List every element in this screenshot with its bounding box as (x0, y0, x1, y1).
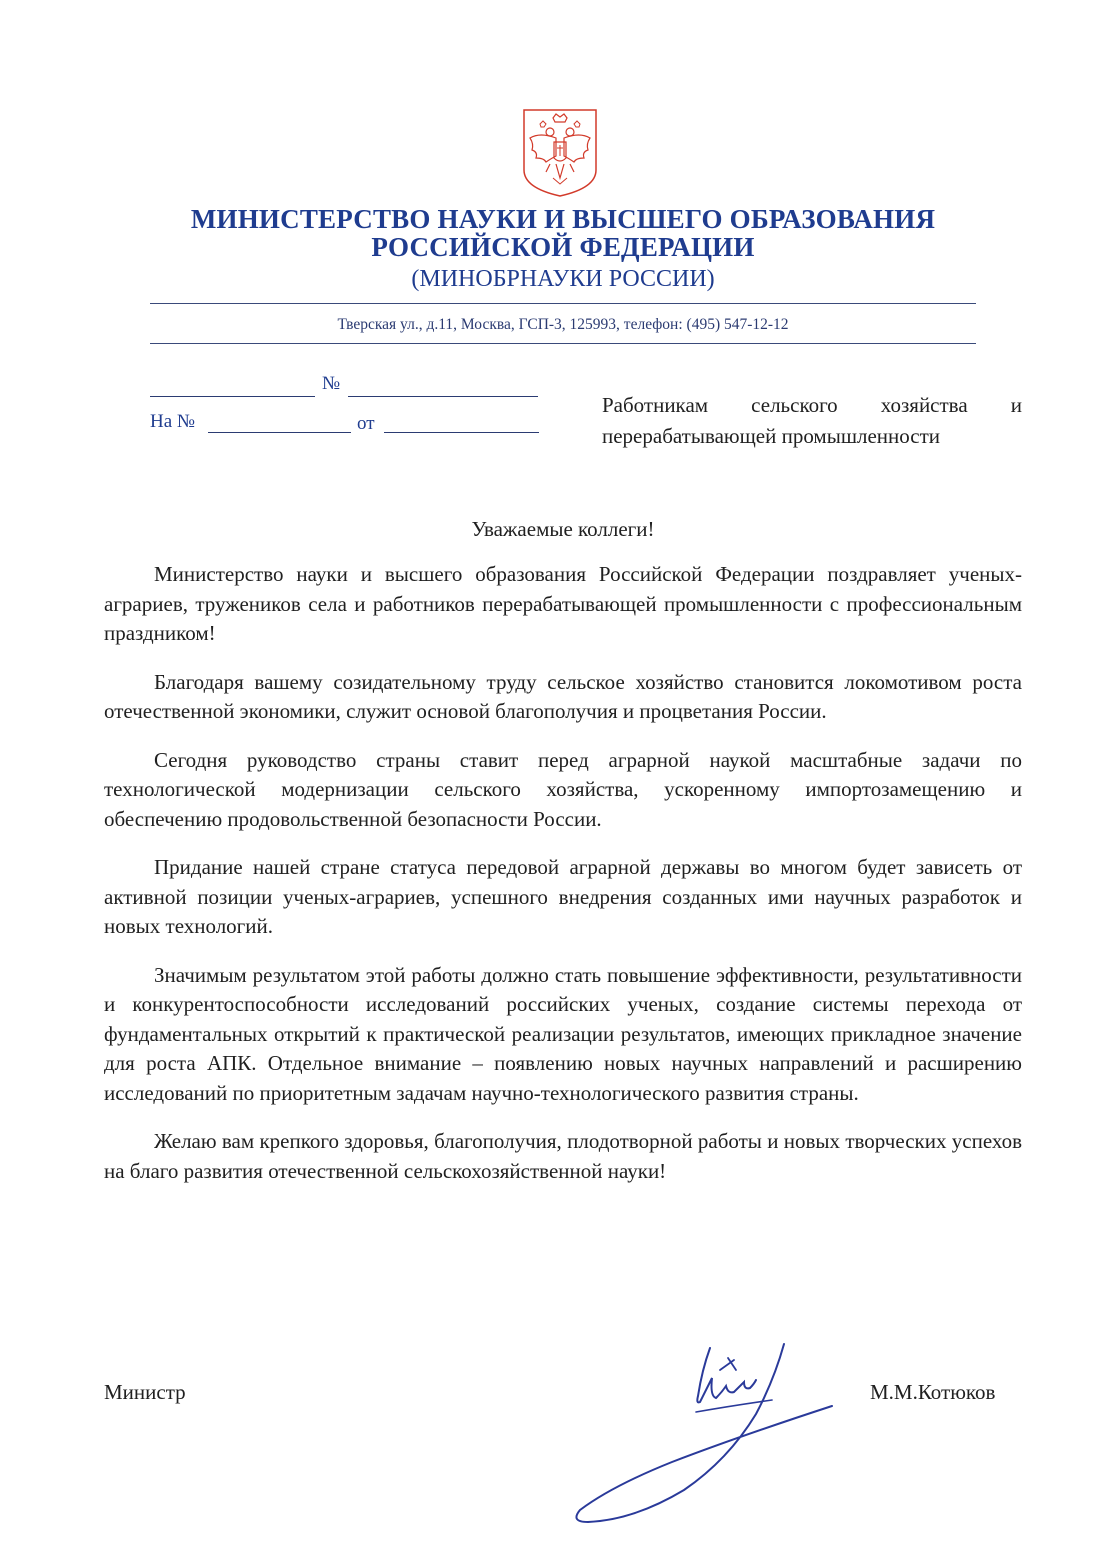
body-paragraph: Благодаря вашему созидательному труду сельское хозяйство становится локомотивом роста отечественной экономики, служит основой благополучия и процветания России. (104, 669, 1022, 723)
outgoing-number-line (348, 396, 538, 397)
reference-number-label: На № (150, 411, 196, 432)
letter-body (104, 560, 1022, 1205)
reference-number-line (208, 432, 351, 433)
reference-date-label: от (357, 413, 375, 434)
salutation: Уважаемые коллеги! (471, 517, 655, 541)
number-sign: № (322, 373, 341, 394)
header-divider-bottom (150, 343, 976, 344)
body-paragraph: Сегодня руководство страны ставит перед аграрной наукой масштабные задачи по технологической модернизации сельского хозяйства, ускоренному импортозамещению и обеспечению продовольственной безопасности России. (104, 747, 1022, 831)
body-paragraph: Придание нашей стране статуса передовой аграрной державы во многом будет зависеть от активной позиции ученых-аграриев, успешного внедрения созданных ими научных разработок и новых технологий. (104, 855, 1022, 938)
signatory-role: Министр (104, 1380, 186, 1404)
ministry-title-country: РОССИЙСКОЙ ФЕДЕРАЦИИ (371, 232, 755, 262)
body-paragraph: Желаю вам крепкого здоровья, благополучия, плодотворной работы и новых творческих успехов на благо развития отечественной сельскохозяйственной науки! (104, 1129, 1022, 1183)
handwritten-signature (560, 1340, 850, 1530)
recipient-line: перерабатывающей промышленности (602, 424, 941, 448)
recipient-block (602, 390, 1022, 452)
outgoing-date-line (150, 396, 315, 397)
ministry-short-name: (МИНОБРНАУКИ РОССИИ) (411, 266, 715, 292)
signatory-name: М.М.Котюков (870, 1380, 996, 1404)
reference-date-line (384, 432, 539, 433)
body-paragraph: Министерство науки и высшего образования Российской Федерации поздравляет ученых-аграриев, тружеников села и работников перерабатывающей промышленности с профессиональным праздником! (104, 562, 1022, 645)
ministry-title: МИНИСТЕРСТВО НАУКИ И ВЫСШЕГО ОБРАЗОВАНИЯ (190, 204, 936, 234)
ministry-address: Тверская ул., д.11, Москва, ГСП-3, 125993, телефон: (495) 547-12-12 (337, 316, 789, 333)
recipient-line: Работникам сельского хозяйства и (602, 393, 1022, 417)
russian-coat-of-arms-icon (520, 108, 600, 198)
body-paragraph: Значимым результатом этой работы должно стать повышение эффективности, результативности и конкурентоспособности исследований российских ученых, создание системы перехода от фундаментальных открытий к практической реализации результатов, имеющих прикладное значение для роста АПК. Отдельное внимание – появлению новых научных направлений и расширению исследований по приоритетным задачам научно-технологического развития страны. (104, 962, 1022, 1105)
header-divider-top (150, 303, 976, 304)
